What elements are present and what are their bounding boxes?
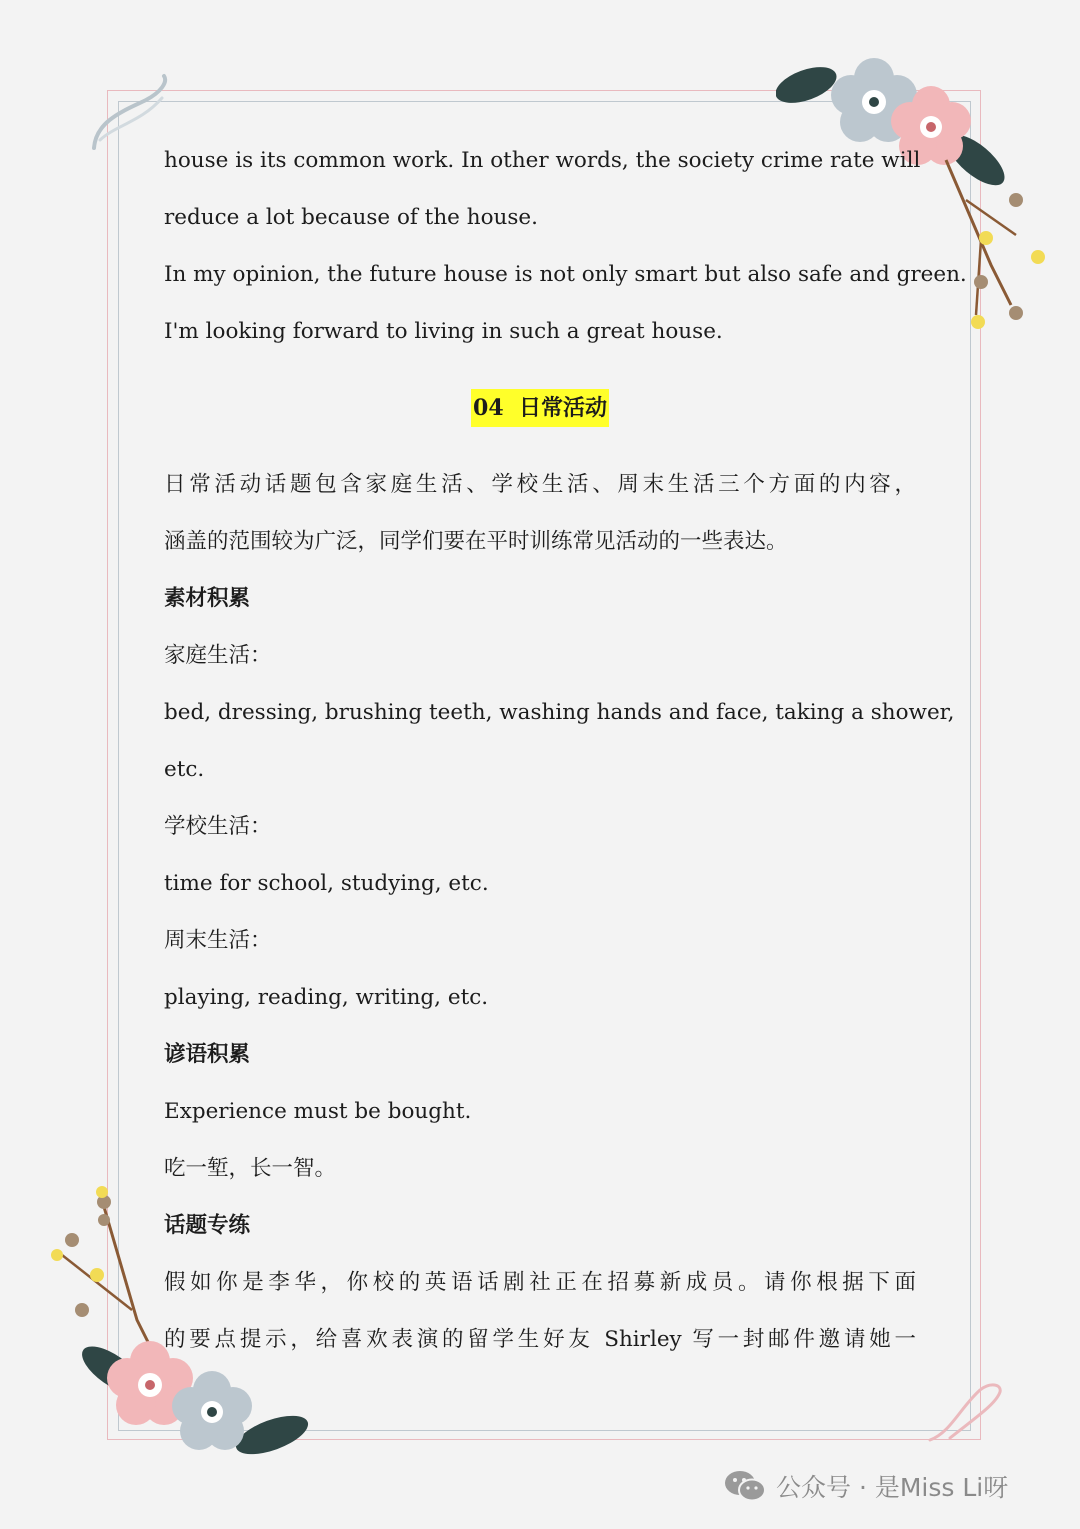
- swirl-ornament-top-left: [86, 70, 176, 155]
- swirl-ornament-bottom-right: [920, 1378, 1010, 1448]
- intro-line: 日常活动话题包含家庭生活、学校生活、周末生活三个方面的内容，: [164, 472, 916, 497]
- materials-title: 素材积累: [164, 586, 251, 611]
- paragraph-line: I'm looking forward to living in such a great house.: [164, 319, 723, 344]
- school-items: time for school, studying, etc.: [164, 871, 489, 896]
- wechat-icon: [724, 1469, 766, 1503]
- family-items: etc.: [164, 757, 205, 782]
- proverb-title: 谚语积累: [164, 1042, 251, 1067]
- family-label: 家庭生活：: [164, 643, 272, 668]
- weekend-label: 周末生活：: [164, 928, 272, 953]
- intro-line: 涵盖的范围较为广泛，同学们要在平时训练常见活动的一些表达。: [164, 529, 788, 554]
- source-text: 公众号 · 是Miss Li呀: [776, 1473, 1009, 1502]
- section-heading: [164, 389, 916, 427]
- practice-line: 的要点提示，给喜欢表演的留学生好友 Shirley 写一封邮件邀请她一: [164, 1327, 916, 1352]
- document-body: [164, 132, 967, 1368]
- source-watermark: [724, 1464, 1008, 1508]
- paragraph-line: house is its common work. In other words, the society crime rate will: [164, 148, 921, 173]
- practice-title: 话题专练: [164, 1213, 251, 1238]
- practice-line: 假如你是李华，你校的英语话剧社正在招募新成员。请你根据下面: [164, 1270, 916, 1295]
- school-label: 学校生活：: [164, 814, 272, 839]
- proverb-zh: 吃一堑，长一智。: [164, 1156, 337, 1181]
- family-items: bed, dressing, brushing teeth, washing hands and face, taking a shower,: [164, 700, 955, 725]
- proverb-en: Experience must be bought.: [164, 1099, 472, 1124]
- section-heading-text: 04 日常活动: [471, 389, 609, 427]
- paragraph-line: In my opinion, the future house is not only smart but also safe and green.: [164, 262, 967, 287]
- paragraph-line: reduce a lot because of the house.: [164, 205, 538, 230]
- weekend-items: playing, reading, writing, etc.: [164, 985, 489, 1010]
